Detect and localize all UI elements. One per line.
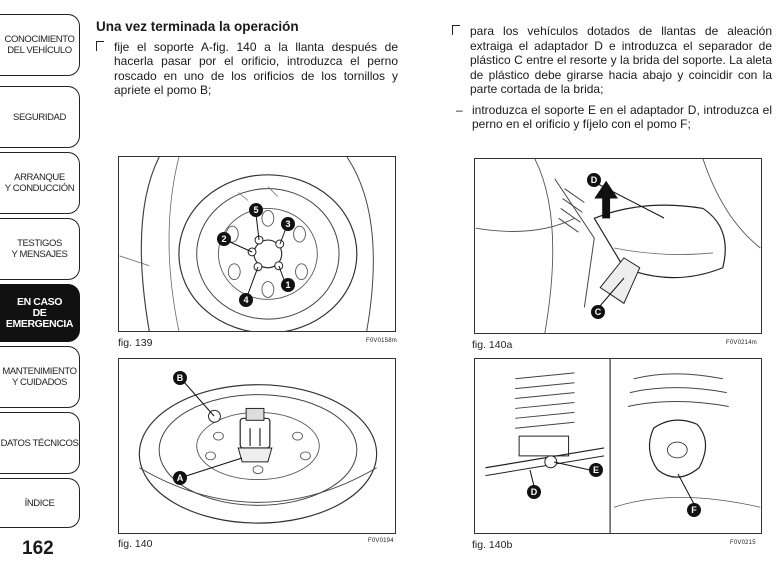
- callout-label: 3: [285, 219, 291, 229]
- figure-caption: fig. 139: [118, 337, 153, 349]
- figure-caption: fig. 140b: [472, 539, 513, 551]
- figure-140a-callouts: [474, 158, 762, 334]
- callout-e: [554, 462, 603, 477]
- figure-140b-callouts: [474, 358, 762, 534]
- callout-f: [678, 474, 701, 517]
- callout-label: 1: [285, 280, 291, 290]
- callout-d: [587, 173, 664, 218]
- callout-label: D: [530, 487, 538, 497]
- figure-code: F0V0215: [730, 540, 756, 546]
- callout-b: [173, 371, 214, 416]
- callout-3: [280, 217, 295, 244]
- tab-indice[interactable]: [0, 478, 80, 528]
- tab-conocimiento-del-vehiculo[interactable]: [0, 14, 80, 76]
- instruction-bullet: [452, 24, 772, 97]
- figure-code: F0V0214m: [726, 340, 757, 346]
- callout-label: 4: [243, 295, 249, 305]
- tab-label: TESTIGOS Y MENSAJES: [11, 238, 68, 260]
- left-text-column: [96, 20, 398, 98]
- page-number: 162: [22, 538, 54, 559]
- tab-datos-tecnicos[interactable]: [0, 412, 80, 474]
- callout-4: [239, 267, 258, 307]
- figure-caption: fig. 140: [118, 538, 153, 550]
- bullet-mark-icon: [96, 41, 104, 51]
- tab-label: ÍNDICE: [24, 497, 55, 509]
- tab-mantenimiento-y-cuidados[interactable]: [0, 346, 80, 408]
- tab-en-caso-de-emergencia[interactable]: [0, 284, 80, 342]
- callout-5: [249, 203, 263, 240]
- figure-code: F0V0158m: [366, 338, 397, 344]
- tab-testigos-y-mensajes[interactable]: [0, 218, 80, 280]
- callout-label: A: [176, 473, 184, 483]
- callout-a: [173, 458, 242, 485]
- callout-label: C: [594, 307, 602, 317]
- callout-label: B: [176, 373, 184, 383]
- bullet-mark-icon: [452, 25, 460, 35]
- tab-label: DATOS TÉCNICOS: [0, 437, 79, 449]
- tab-label: MANTENIMIENTO Y CUIDADOS: [2, 366, 77, 388]
- instruction-text: para los vehículos dotados de llantas de aleación extraiga el adaptador D e introduzca el separador de plástico C entre el resorte y la brida del soporte. La aleta de plástico debe girarse hacia abajo y coincidir con la parte cortada de la brida;: [470, 24, 772, 96]
- callout-d: [527, 470, 541, 499]
- tab-arranque-y-conduccion[interactable]: [0, 152, 80, 214]
- tab-seguridad[interactable]: [0, 86, 80, 148]
- callout-label: 2: [221, 234, 227, 244]
- tab-label: EN CASO DE EMERGENCIA: [5, 295, 74, 330]
- callout-label: 5: [253, 205, 259, 215]
- figure-139-callouts: [118, 156, 396, 332]
- right-text-column: [452, 24, 772, 132]
- section-heading: Una vez terminada la operación: [96, 19, 299, 34]
- tab-label: CONOCIMIENTO DEL VEHÍCULO: [4, 34, 75, 56]
- instruction-text: introduzca el soporte E en el adaptador D, introduzca el perno en el orificio y fíjelo con el pomo F;: [472, 102, 772, 131]
- dash-mark: –: [456, 102, 463, 117]
- callout-2: [217, 232, 252, 252]
- tab-label: SEGURIDAD: [13, 111, 66, 123]
- figure-code: F0V0194: [368, 538, 394, 544]
- instruction-dash-item: [452, 103, 772, 132]
- callout-label: E: [592, 465, 600, 475]
- section-tabs: [0, 0, 84, 584]
- tab-label: ARRANQUE Y CONDUCCIÓN: [4, 172, 75, 194]
- instruction-text: fije el soporte A-fig. 140 a la llanta después de hacerla pasar por el orificio, introduzca el perno roscado en uno de los orificios de los tornillos y apriete el pomo B;: [114, 39, 398, 97]
- callout-1: [279, 266, 295, 292]
- callout-label: F: [691, 505, 697, 515]
- callout-c: [591, 278, 624, 319]
- figure-140-callouts: [118, 358, 396, 534]
- instruction-bullet: [96, 40, 398, 98]
- callout-label: D: [590, 175, 598, 185]
- figure-caption: fig. 140a: [472, 339, 513, 351]
